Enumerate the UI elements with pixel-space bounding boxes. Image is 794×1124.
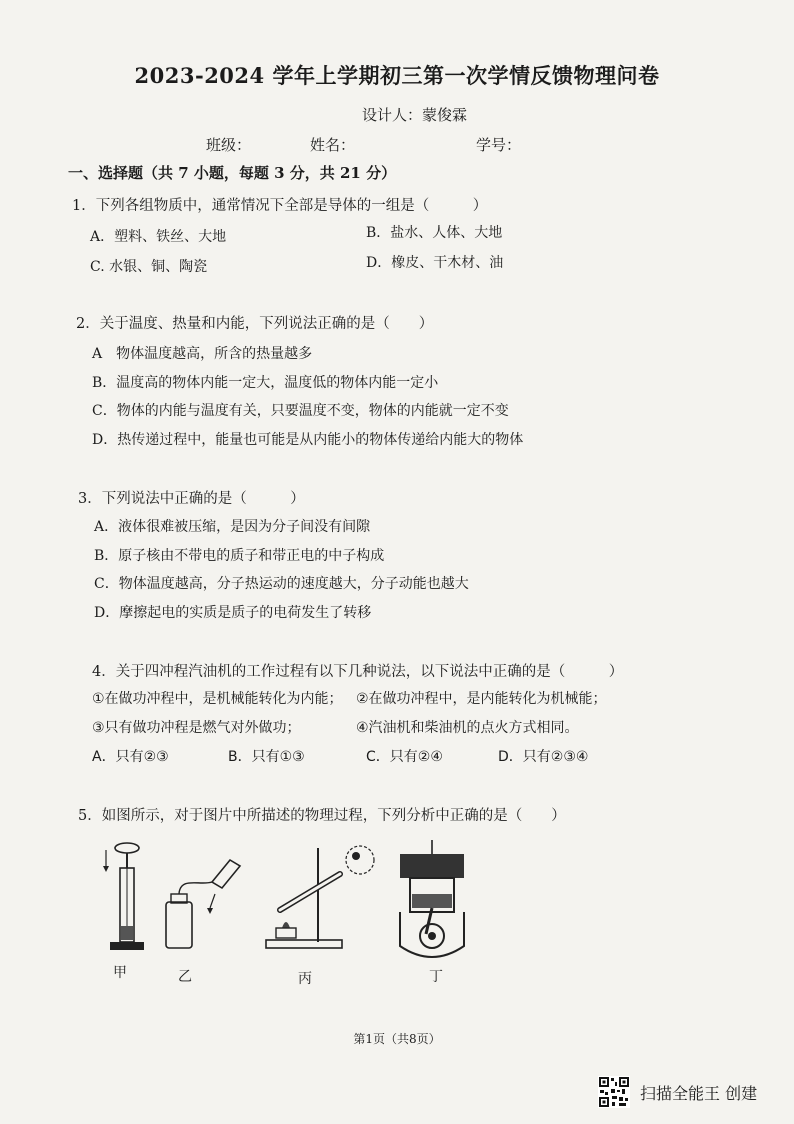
question-2-option-d: D．热传递过程中，能量也可能是从内能小的物体传递给内能大的物体 [92,432,524,448]
question-2-option-c: C．物体的内能与温度有关，只要温度不变，物体的内能就一定不变 [92,403,509,419]
bottle-stopper-illustration [160,858,260,958]
figure-label-jia: 甲 [113,965,127,981]
question-4-statement-2: ②在做功冲程中，是内能转化为机械能； [356,691,607,707]
question-4-statement-4: ④汽油机和柴油机的点火方式相同。 [356,720,579,736]
question-2-stem: 2．关于温度、热量和内能，下列说法正确的是（ ） [76,316,434,332]
question-3-option-a: A．液体很难被压缩，是因为分子间没有间隙 [94,519,371,535]
question-3-stem: 3．下列说法中正确的是（ ） [78,491,305,507]
name-field-label: 姓名： [310,136,356,154]
question-5-stem: 5．如图所示，对于图片中所描述的物理过程，下列分析中正确的是（ ） [78,808,566,824]
scanner-watermark [598,1076,757,1108]
question-4-stem: 4．关于四冲程汽油机的工作过程有以下几种说法，以下说法中正确的是（ ） [92,664,624,680]
engine-cylinder-illustration [392,838,472,964]
question-3-option-c: C．物体温度越高，分子热运动的速度越大，分子动能也越大 [94,576,469,592]
question-4-option-a: A．只有②③ [92,749,169,765]
question-4-option-d: D．只有②③④ [498,749,589,765]
question-1-option-b: B．盐水、人体、大地 [366,225,503,241]
page-footer: 第1页（共8页） [353,1032,441,1046]
figure-label-bing: 丙 [298,971,312,987]
question-2-option-b: B．温度高的物体内能一定大，温度低的物体内能一定小 [92,375,439,391]
section-heading: 一、选择题（共 7 小题，每题 3 分，共 21 分） [68,164,397,182]
question-1-option-a: A．塑料、铁丝、大地 [90,229,227,245]
question-4-statement-1: ①在做功冲程中，是机械能转化为内能； [92,691,343,707]
compression-tube-illustration [92,838,152,956]
test-tube-stand-illustration [260,838,380,956]
question-2-option-a: A 物体温度越高，所含的热量越多 [92,346,313,362]
class-field-label: 班级： [206,136,252,154]
question-4-option-b: B．只有①③ [228,749,305,765]
figure-label-ding: 丁 [429,969,443,985]
question-3-option-d: D．摩擦起电的实质是质子的电荷发生了转移 [94,605,372,621]
student-id-field-label: 学号： [476,136,522,154]
question-5-figure [92,838,492,988]
exam-title: 2023-2024 学年上学期初三第一次学情反馈物理问卷 [134,63,660,88]
question-1-option-c: C. 水银、铜、陶瓷 [90,259,208,275]
question-1-option-d: D．橡皮、干木材、油 [366,255,504,271]
question-1-stem: 1．下列各组物质中，通常情况下全部是导体的一组是（ ） [72,198,488,214]
figure-label-yi: 乙 [178,969,192,985]
question-3-option-b: B．原子核由不带电的质子和带正电的中子构成 [94,548,385,564]
qr-code-icon [598,1076,630,1108]
designer-line: 设计人：蒙俊霖 [362,106,468,124]
question-4-statement-3: ③只有做功冲程是燃气对外做功； [92,720,301,736]
question-4-option-c: C．只有②④ [366,749,443,765]
scanner-watermark-text: 扫描全能王 创建 [640,1083,758,1103]
